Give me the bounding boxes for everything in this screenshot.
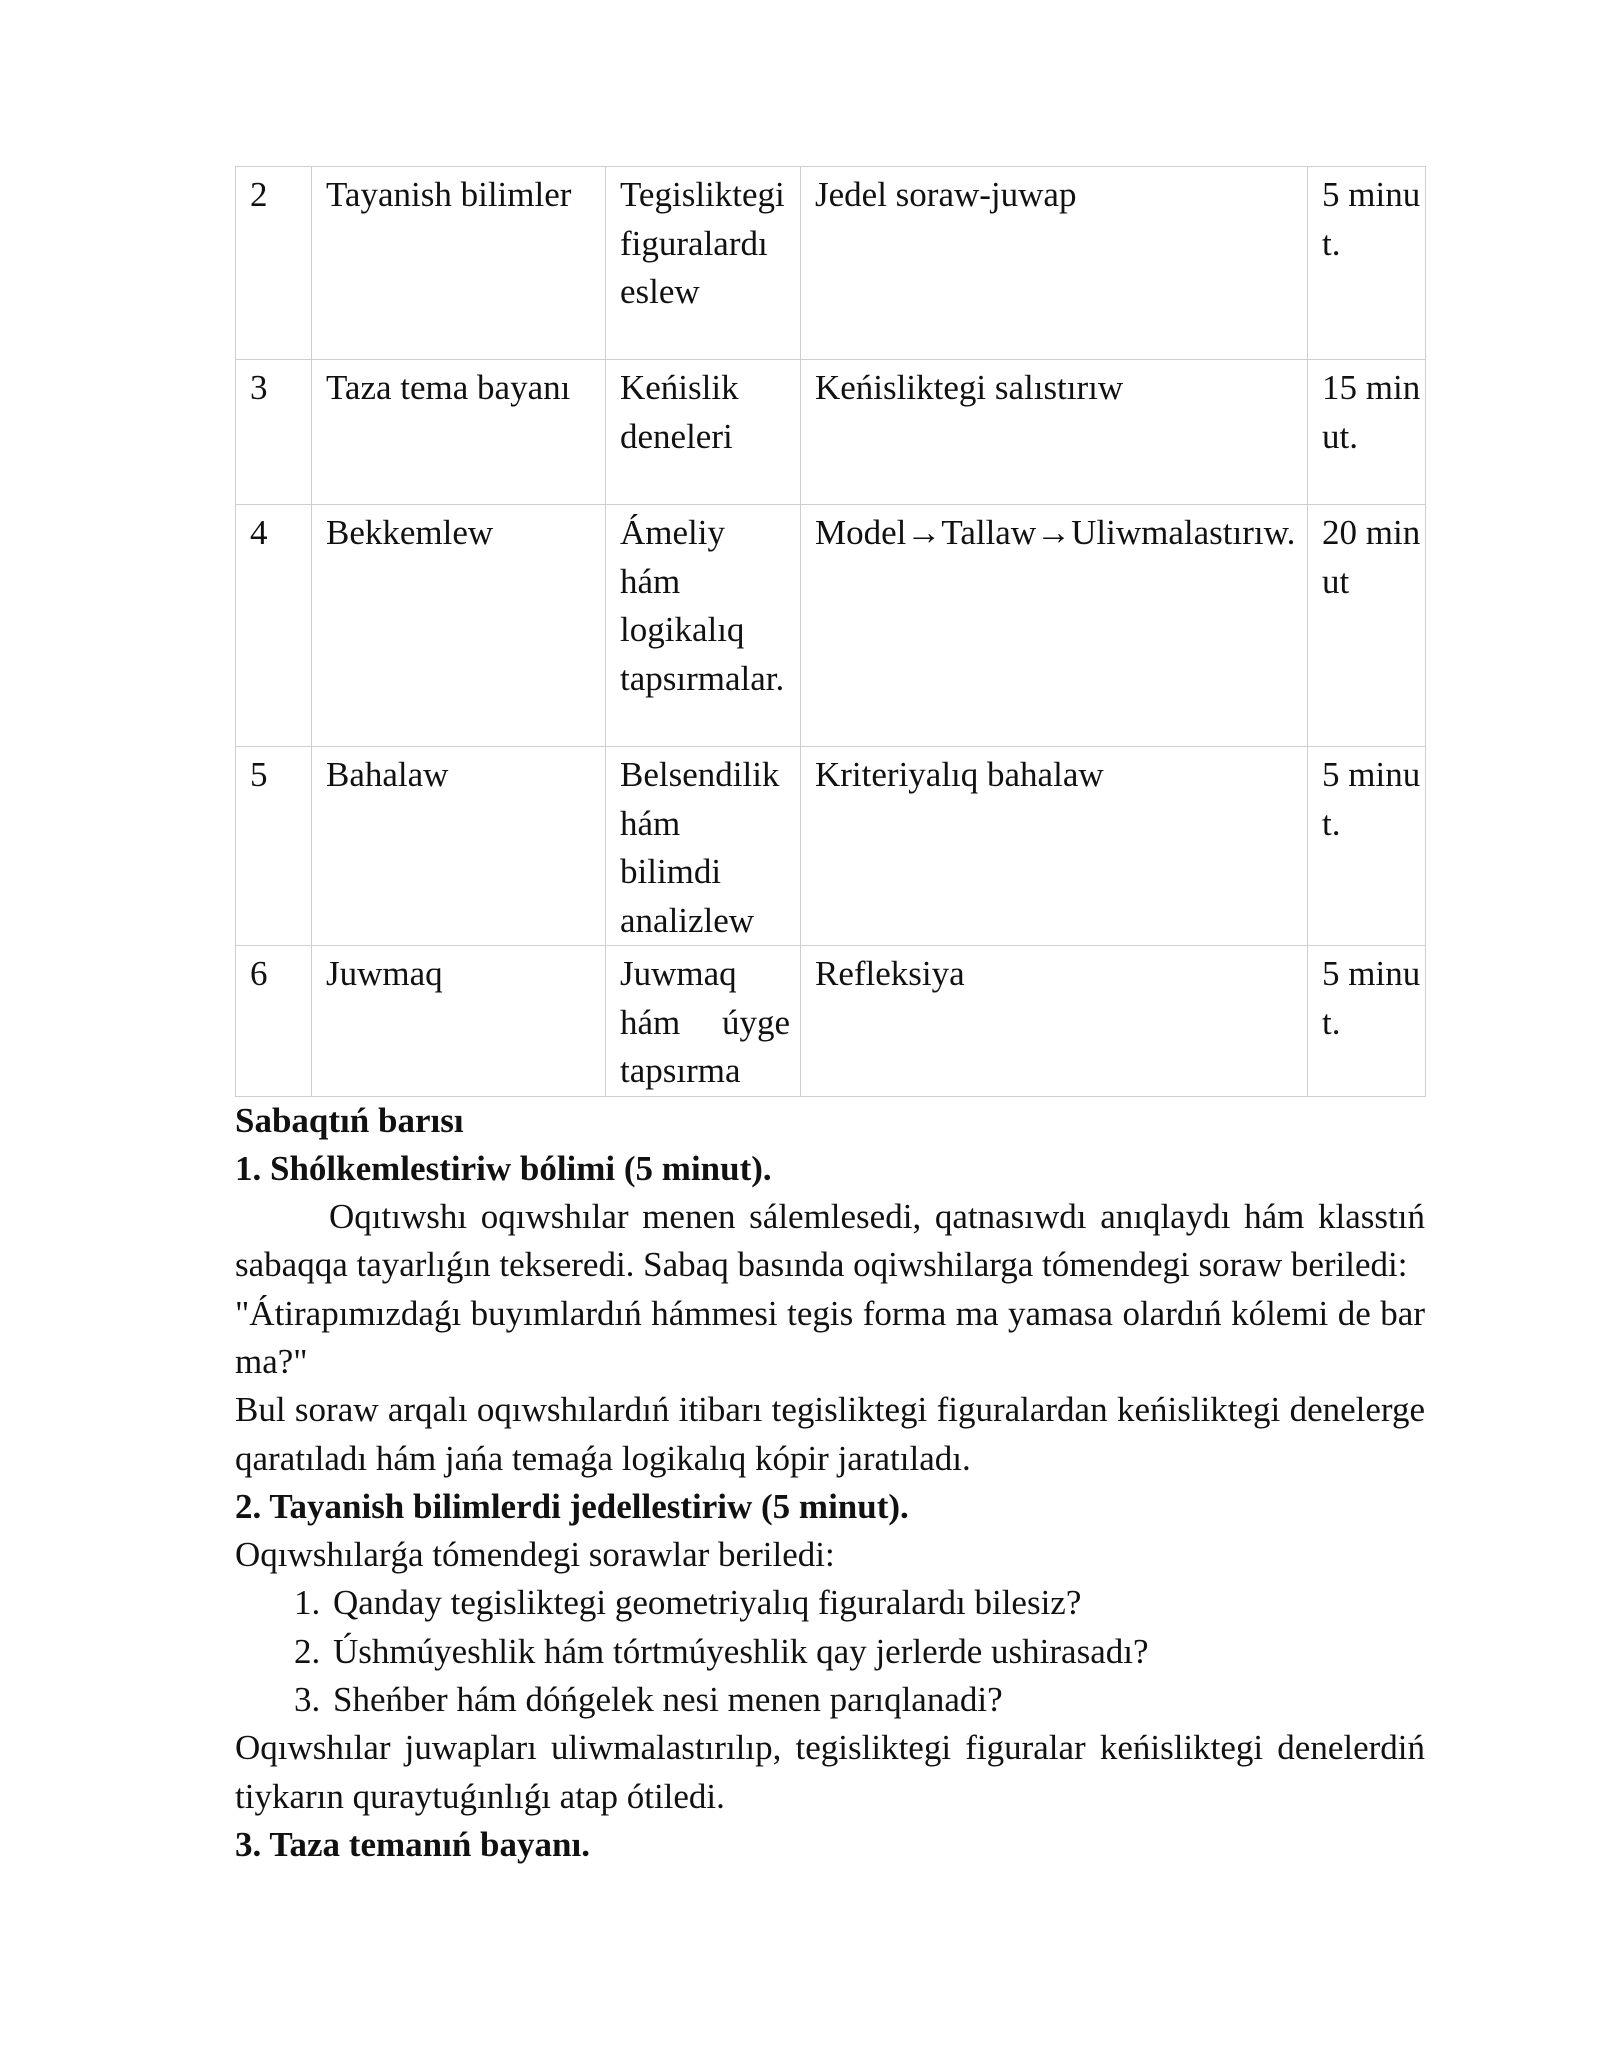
content-cell: Tegisliktegi figuralardı eslew xyxy=(606,167,801,360)
table-row xyxy=(236,946,1426,1097)
method-cell: Refleksiya xyxy=(801,946,1308,1097)
content-cell: Juwmaq hám úyge tapsırma xyxy=(606,946,801,1097)
content-cell: Ámeliy hám logikalıq tapsırmalar. xyxy=(606,505,801,747)
row-number: 4 xyxy=(236,505,312,747)
document-page xyxy=(235,166,1425,1869)
stage-cell: Taza tema bayanı xyxy=(312,360,606,505)
question-list xyxy=(235,1579,1425,1724)
content-cell: Keńislik deneleri xyxy=(606,360,801,505)
table-row xyxy=(236,505,1426,747)
table-row xyxy=(236,360,1426,505)
method-cell: Kriteriyalıq bahalaw xyxy=(801,747,1308,946)
section-1-quote: "Átirapımızdaǵı buyımlardıń hámmesi tegis forma ma yamasa olardıń kólemi de bar ma?" xyxy=(235,1293,1425,1381)
time-cell: 15 minut. xyxy=(1308,360,1426,505)
section-1-title: 1. Shólkemlestiriw bólimi (5 minut). xyxy=(235,1148,772,1188)
table-row xyxy=(236,747,1426,946)
method-cell: Jedel soraw-juwap xyxy=(801,167,1308,360)
list-item: 2. Úshmúyeshlik hám tórtmúyeshlik qay jerlerde ushirasadı? xyxy=(329,1628,1425,1676)
method-cell: Model→Tallaw→Uliwmalastırıw. xyxy=(801,505,1308,747)
row-number: 6 xyxy=(236,946,312,1097)
section-2-title: 2. Tayanish bilimlerdi jedellestiriw (5 minut). xyxy=(235,1486,909,1526)
section-2-summary: Oqıwshılar juwapları uliwmalastırılıp, tegisliktegi figuralar keńisliktegi denelerdiń tiykarın quraytuǵınlıǵı atap ótiledi. xyxy=(235,1728,1425,1816)
content-cell: Belsendilik hám bilimdi analizlew xyxy=(606,747,801,946)
section-2-intro: Oqıwshılarǵa tómendegi sorawlar beriledi: xyxy=(235,1535,835,1575)
method-cell: Keńisliktegi salıstırıw xyxy=(801,360,1308,505)
stage-cell: Tayanish bilimler xyxy=(312,167,606,360)
stage-cell: Bekkemlew xyxy=(312,505,606,747)
row-number: 3 xyxy=(236,360,312,505)
row-number: 2 xyxy=(236,167,312,360)
time-cell: 5 minut. xyxy=(1308,747,1426,946)
table-row xyxy=(236,167,1426,360)
list-item: 1. Qanday tegisliktegi geometriyalıq figuralardı bilesiz? xyxy=(329,1579,1425,1627)
stage-cell: Juwmaq xyxy=(312,946,606,1097)
time-cell: 5 minut. xyxy=(1308,167,1426,360)
section-3-title: 3. Taza temanıń bayanı. xyxy=(235,1824,590,1864)
time-cell: 20 minut xyxy=(1308,505,1426,747)
section-1-paragraph: Oqıtıwshı oqıwshılar menen sálemlesedi, qatnasıwdı anıqlaydı hám klasstıń sabaqqa tayarlıǵın tekseredi. Sabaq basında oqiwshilarga tómendegi soraw beriledi: xyxy=(235,1197,1425,1285)
list-item: 3. Sheńber hám dóńgelek nesi menen parıqlanadi? xyxy=(329,1676,1425,1724)
row-number: 5 xyxy=(236,747,312,946)
lesson-plan-table xyxy=(235,166,1426,1097)
time-cell: 5 minut. xyxy=(1308,946,1426,1097)
section-1-paragraph-2: Bul soraw arqalı oqıwshılardıń itibarı tegisliktegi figuralardan keńisliktegi denelerge qaratıladı hám jańa temaǵa logikalıq kópir jaratıladı. xyxy=(235,1390,1425,1478)
stage-cell: Bahalaw xyxy=(312,747,606,946)
lesson-flow-heading: Sabaqtıń barısı xyxy=(235,1100,464,1140)
